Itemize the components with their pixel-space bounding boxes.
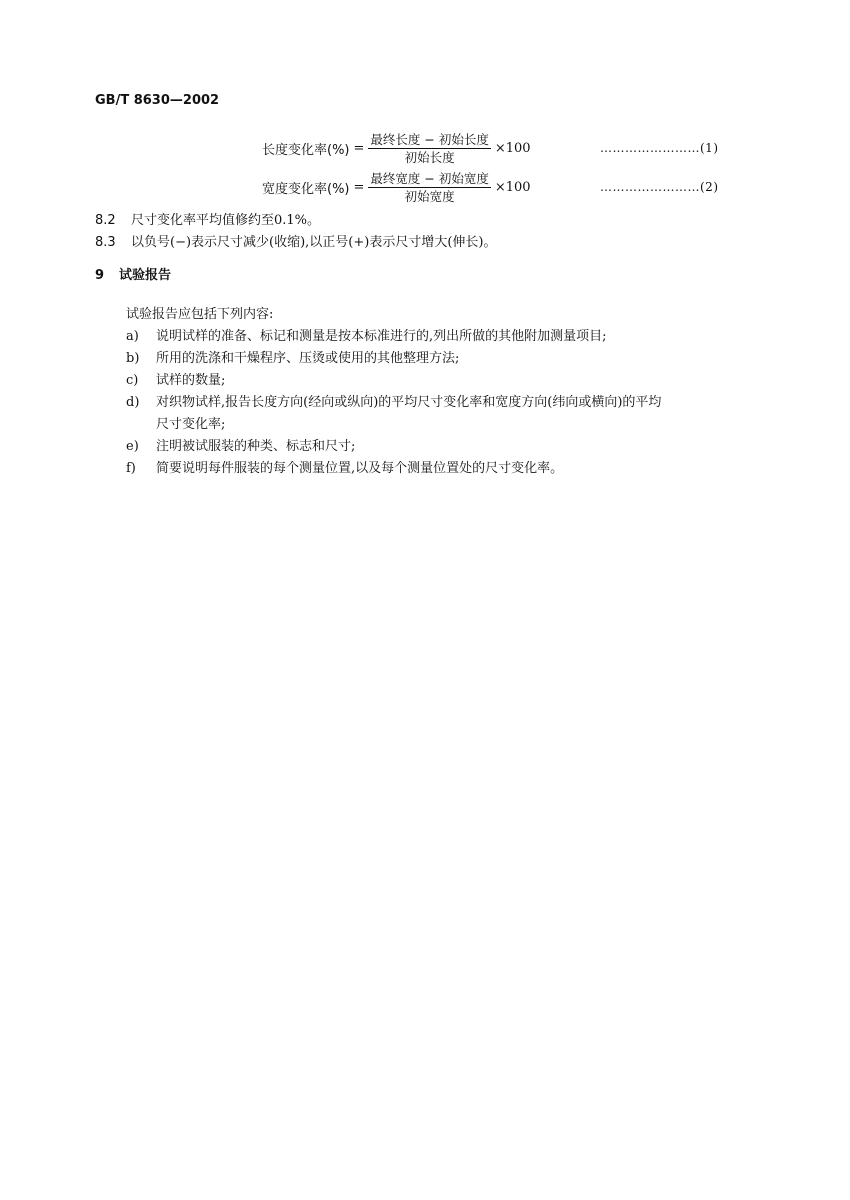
list-item [126,347,459,366]
formula-multiplier: ×100 [494,179,531,195]
equals-sign: = [353,179,365,195]
equals-sign: = [353,140,365,156]
formula-width-change [262,170,719,204]
clause-8-3 [95,231,497,250]
list-item-label: d) [126,395,140,410]
list-item [126,435,355,454]
formula-multiplier: ×100 [494,140,531,156]
list-item-label: e) [126,439,139,454]
standard-code-header: GB/T 8630—2002 [95,93,220,108]
formula-lhs: 长度变化率(%) [262,142,350,158]
formula-fraction [368,171,490,204]
formula-fraction [368,132,490,165]
formula-reference-number: ……………………(2) [600,180,719,194]
list-item-text: 注明被试服装的种类、标志和尺寸; [156,439,356,454]
list-item-label: c) [126,373,139,388]
clause-text: 尺寸变化率平均值修约至0.1%。 [131,213,321,228]
fraction-denominator: 初始长度 [404,149,455,165]
formula-length-change [262,131,719,165]
list-item [126,457,563,476]
list-item-continuation: 尺寸变化率; [156,417,226,432]
list-item [126,391,661,410]
formula-reference-number: ……………………(1) [600,141,719,155]
clause-number: 8.3 [95,235,116,250]
list-item [126,325,607,344]
section-title: 试验报告 [119,268,172,283]
section-heading [95,264,171,283]
fraction-numerator: 最终长度 − 初始长度 [370,131,489,147]
list-item-label: f) [126,461,136,476]
list-item-text: 对织物试样,报告长度方向(经向或纵向)的平均尺寸变化率和宽度方向(纬向或横向)的平均 [156,395,662,410]
fraction-numerator: 最终宽度 − 初始宽度 [370,170,489,186]
list-item [126,369,225,388]
list-item-label: b) [126,351,140,366]
clause-8-2 [95,209,320,228]
list-item-text: 说明试样的准备、标记和测量是按本标准进行的,列出所做的其他附加测量项目; [156,329,607,344]
list-item-text: 所用的洗涤和干燥程序、压烫或使用的其他整理方法; [156,351,460,366]
list-item-label: a) [126,329,139,344]
fraction-denominator: 初始宽度 [404,188,455,204]
section-number: 9 [95,268,105,283]
list-item-text: 试样的数量; [156,373,226,388]
formula-lhs: 宽度变化率(%) [262,181,350,197]
list-item-text: 简要说明每件服装的每个测量位置,以及每个测量位置处的尺寸变化率。 [156,461,564,476]
clause-text: 以负号(−)表示尺寸减少(收缩),以正号(+)表示尺寸增大(伸长)。 [131,235,497,250]
clause-number: 8.2 [95,213,116,228]
section-intro: 试验报告应包括下列内容: [126,307,274,322]
